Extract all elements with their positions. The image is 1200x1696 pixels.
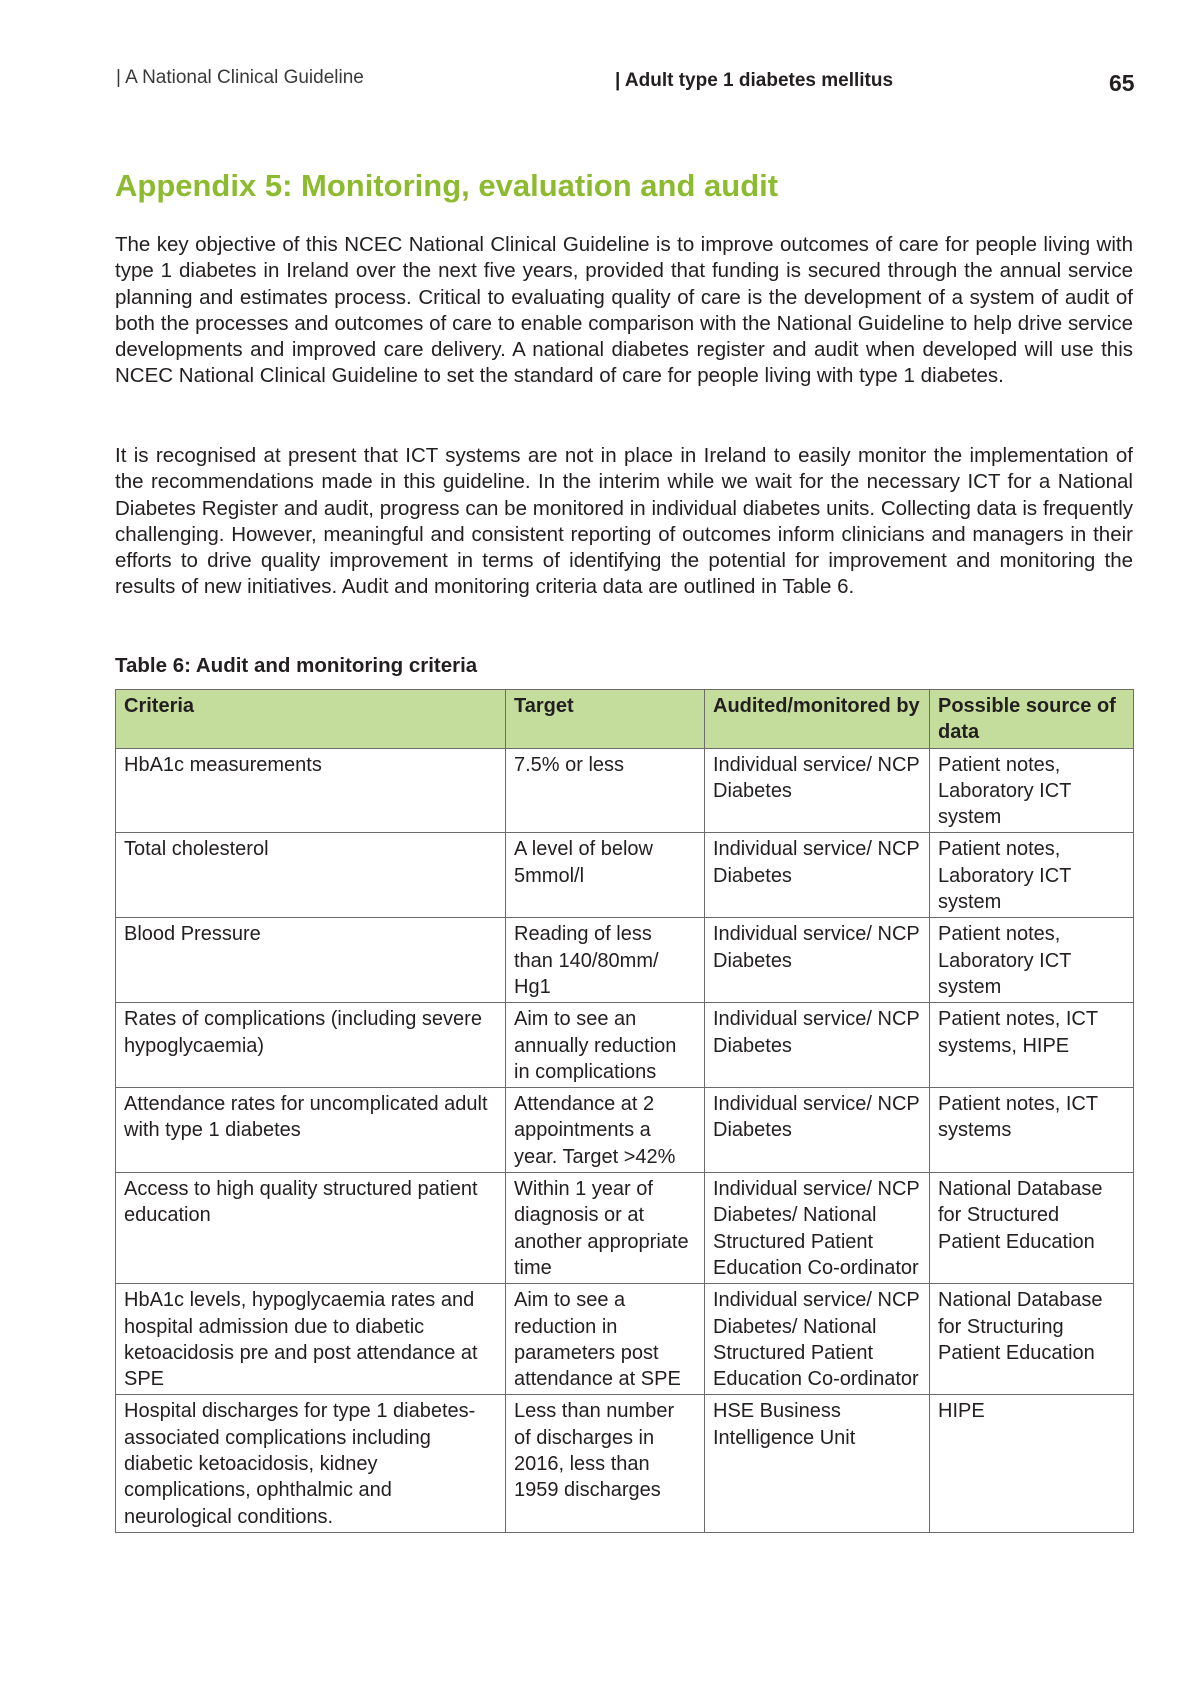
cell-data-source: National Database for Structuring Patient Education <box>930 1284 1134 1395</box>
cell-data-source: Patient notes, Laboratory ICT system <box>930 748 1134 833</box>
cell-criteria: HbA1c levels, hypoglycaemia rates and hospital admission due to diabetic ketoacidosis pre and post attendance at SPE <box>116 1284 506 1395</box>
cell-target: Reading of less than 140/80mm/ Hg1 <box>506 918 705 1003</box>
page-number: 65 <box>1109 70 1135 96</box>
column-header-criteria: Criteria <box>116 690 506 749</box>
paragraph-objective: The key objective of this NCEC National Clinical Guideline is to improve outcomes of care for people living with type 1 diabetes in Ireland over the next five years, provided that funding is secured through the annual service planning and estimates process. Critical to evaluating quality of care is the development of a system of audit of both the processes and outcomes of care to enable comparison with the National Guideline to help drive service developments and improved care delivery. A national diabetes register and audit when developed will use this NCEC National Clinical Guideline to set the standard of care for people living with type 1 diabetes. <box>115 233 1133 388</box>
cell-data-source: Patient notes, ICT systems, HIPE <box>930 1003 1134 1088</box>
cell-audited-by: Individual service/ NCP Diabetes <box>705 833 930 918</box>
table-row <box>116 1003 1134 1088</box>
cell-audited-by: Individual service/ NCP Diabetes/ National Structured Patient Education Co-ordinator <box>705 1173 930 1284</box>
cell-data-source: Patient notes, ICT systems <box>930 1088 1134 1173</box>
column-header-target: Target <box>506 690 705 749</box>
cell-audited-by: HSE Business Intelligence Unit <box>705 1395 930 1532</box>
cell-audited-by: Individual service/ NCP Diabetes <box>705 748 930 833</box>
table-row <box>116 1088 1134 1173</box>
audit-criteria-table <box>115 689 1134 1533</box>
cell-criteria: Rates of complications (including severe hypoglycaemia) <box>116 1003 506 1088</box>
cell-audited-by: Individual service/ NCP Diabetes <box>705 1003 930 1088</box>
appendix-title: Appendix 5: Monitoring, evaluation and audit <box>115 168 779 203</box>
cell-data-source: HIPE <box>930 1395 1134 1532</box>
cell-criteria: Attendance rates for uncomplicated adult with type 1 diabetes <box>116 1088 506 1173</box>
cell-criteria: Access to high quality structured patient education <box>116 1173 506 1284</box>
cell-audited-by: Individual service/ NCP Diabetes/ National Structured Patient Education Co-ordinator <box>705 1284 930 1395</box>
paragraph-monitoring: It is recognised at present that ICT systems are not in place in Ireland to easily monitor the implementation of the recommendations made in this guideline. In the interim while we wait for the necessary ICT for a National Diabetes Register and audit, progress can be monitored in individual diabetes units. Collecting data is frequently challenging. However, meaningful and consistent reporting of outcomes inform clinicians and managers in their efforts to drive quality improvement in terms of identifying the potential for improvement and monitoring the results of new initiatives. Audit and monitoring criteria data are outlined in Table 6. <box>115 444 1133 599</box>
table-header-row <box>116 690 1134 749</box>
table-row <box>116 1284 1134 1395</box>
running-header-title: | Adult type 1 diabetes mellitus <box>615 70 894 91</box>
cell-data-source: Patient notes, Laboratory ICT system <box>930 833 1134 918</box>
table-caption: Table 6: Audit and monitoring criteria <box>115 654 478 677</box>
cell-criteria: Hospital discharges for type 1 diabetes-associated complications including diabetic ketoacidosis, kidney complications, ophthalmic and neurological conditions. <box>116 1395 506 1532</box>
cell-target: Aim to see a reduction in parameters post attendance at SPE <box>506 1284 705 1395</box>
table-row <box>116 1173 1134 1284</box>
table-row <box>116 1395 1134 1532</box>
cell-audited-by: Individual service/ NCP Diabetes <box>705 918 930 1003</box>
cell-criteria: HbA1c measurements <box>116 748 506 833</box>
table-row <box>116 918 1134 1003</box>
column-header-data-source: Possible source of data <box>930 690 1134 749</box>
cell-target: Less than number of discharges in 2016, less than 1959 discharges <box>506 1395 705 1532</box>
table-row <box>116 748 1134 833</box>
cell-criteria: Blood Pressure <box>116 918 506 1003</box>
cell-target: Aim to see an annually reduction in complications <box>506 1003 705 1088</box>
cell-target: Within 1 year of diagnosis or at another appropriate time <box>506 1173 705 1284</box>
cell-target: Attendance at 2 appointments a year. Target >42% <box>506 1088 705 1173</box>
cell-target: 7.5% or less <box>506 748 705 833</box>
column-header-audited-by: Audited/monitored by <box>705 690 930 749</box>
cell-data-source: National Database for Structured Patient Education <box>930 1173 1134 1284</box>
cell-data-source: Patient notes, Laboratory ICT system <box>930 918 1134 1003</box>
cell-target: A level of below 5mmol/l <box>506 833 705 918</box>
cell-audited-by: Individual service/ NCP Diabetes <box>705 1088 930 1173</box>
table-row <box>116 833 1134 918</box>
running-header-left: | A National Clinical Guideline <box>116 67 364 88</box>
cell-criteria: Total cholesterol <box>116 833 506 918</box>
